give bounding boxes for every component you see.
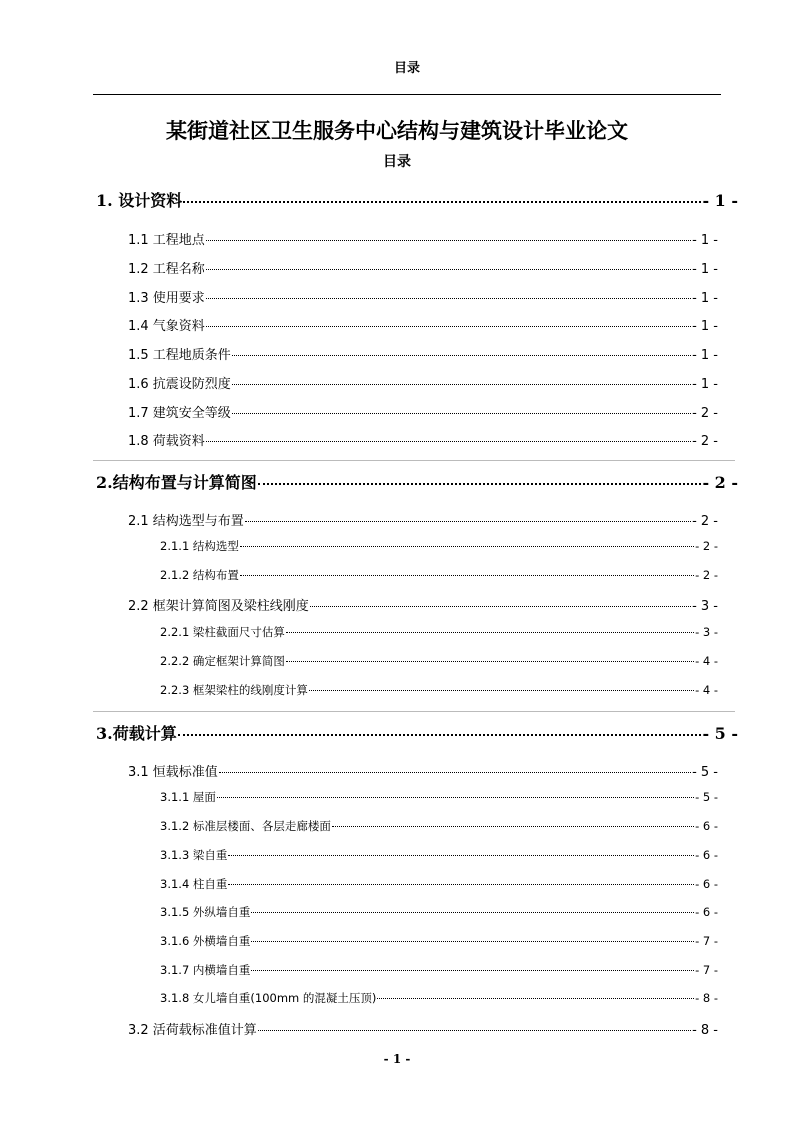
dot-leader [206, 298, 691, 299]
toc-entry-label: 3.1.6 外横墙自重 [160, 934, 251, 948]
toc-entry-level-2[interactable] [128, 258, 718, 277]
toc-entry-level-3[interactable] [160, 567, 718, 583]
toc-entry-page: - 5 - [695, 790, 718, 804]
dot-leader [258, 483, 702, 485]
toc-entry-level-2[interactable] [128, 1019, 718, 1038]
toc-entry-page: - 1 - [692, 291, 718, 306]
dot-leader [219, 772, 691, 773]
dot-leader [206, 326, 691, 327]
dot-leader [309, 690, 694, 691]
section-separator [93, 711, 735, 712]
toc-entry-page: - 2 - [692, 406, 718, 421]
toc-entry-page: - 1 - [692, 233, 718, 248]
toc-entry-level-2[interactable] [128, 344, 718, 363]
toc-entry-label: 1.6 抗震设防烈度 [128, 377, 231, 392]
dot-leader [232, 413, 691, 414]
dot-leader [251, 941, 694, 942]
dot-leader [258, 1030, 691, 1031]
toc-entry-label: 2.2.3 框架梁柱的线刚度计算 [160, 683, 308, 697]
document-title: 某街道社区卫生服务中心结构与建筑设计毕业论文 [166, 118, 628, 143]
toc-entry-page: - 4 - [695, 654, 718, 668]
toc-entry-level-3[interactable] [160, 818, 718, 834]
toc-entry-page: - 7 - [695, 934, 718, 948]
toc-entry-label: 3.1 恒载标准值 [128, 765, 218, 780]
toc-entry-label: 3.1.2 标准层楼面、各层走廊楼面 [160, 819, 331, 833]
toc-entry-level-3[interactable] [160, 682, 718, 698]
toc-entry-level-3[interactable] [160, 933, 718, 949]
toc-entry-page: - 2 - [695, 568, 718, 582]
toc-entry-page: - 2 - [692, 434, 718, 449]
toc-entry-level-2[interactable] [128, 229, 718, 248]
toc-entry-page: - 6 - [695, 877, 718, 891]
dot-leader [240, 575, 694, 576]
toc-entry-page: - 4 - [695, 683, 718, 697]
dot-leader [245, 521, 691, 522]
toc-entry-level-3[interactable] [160, 847, 718, 863]
toc-entry-label: 2.1 结构选型与布置 [128, 514, 244, 529]
toc-entry-page: - 2 - [695, 539, 718, 553]
toc-entry-level-3[interactable] [160, 904, 718, 920]
dot-leader [206, 441, 691, 442]
toc-entry-level-3[interactable] [160, 990, 718, 1006]
dot-leader [332, 826, 694, 827]
page-number-footer: - 1 - [383, 1052, 411, 1066]
toc-entry-label: 2.2.2 确定框架计算简图 [160, 654, 285, 668]
dot-leader [232, 355, 691, 356]
toc-entry-page: - 3 - [695, 625, 718, 639]
toc-entry-label: 1.4 气象资料 [128, 319, 205, 334]
toc-entry-page: - 6 - [695, 848, 718, 862]
dot-leader [206, 269, 691, 270]
toc-entry-label: 1.3 使用要求 [128, 291, 205, 306]
toc-entry-page: - 1 - [702, 191, 738, 210]
toc-entry-level-2[interactable] [128, 595, 718, 614]
dot-leader [286, 632, 694, 633]
toc-entry-level-1[interactable] [96, 721, 738, 744]
toc-entry-level-2[interactable] [128, 761, 718, 780]
dot-leader [240, 546, 694, 547]
toc-entry-label: 2.1.1 结构选型 [160, 539, 239, 553]
toc-entry-level-2[interactable] [128, 510, 718, 529]
toc-entry-label: 3.1.5 外纵墙自重 [160, 905, 251, 919]
toc-entry-page: - 7 - [695, 963, 718, 977]
toc-entry-page: - 1 - [692, 377, 718, 392]
toc-entry-page: - 2 - [702, 473, 738, 492]
toc-entry-label: 1.1 工程地点 [128, 233, 205, 248]
dot-leader [377, 998, 694, 999]
toc-entry-page: - 1 - [692, 319, 718, 334]
toc-entry-level-3[interactable] [160, 876, 718, 892]
dot-leader [232, 384, 691, 385]
header-rule [93, 94, 721, 95]
toc-entry-label: 2.2.1 梁柱截面尺寸估算 [160, 625, 285, 639]
toc-entry-label: 3.1.8 女儿墙自重(100mm 的混凝土压顶) [160, 991, 377, 1005]
toc-entry-level-3[interactable] [160, 653, 718, 669]
dot-leader [286, 661, 694, 662]
toc-entry-level-2[interactable] [128, 315, 718, 334]
toc-entry-label: 1. 设计资料 [96, 191, 183, 210]
toc-entry-page: - 3 - [692, 599, 718, 614]
dot-leader [251, 912, 694, 913]
toc-entry-level-2[interactable] [128, 402, 718, 421]
toc-entry-page: - 5 - [692, 765, 718, 780]
dot-leader [183, 201, 701, 203]
toc-entry-page: - 8 - [692, 1023, 718, 1038]
toc-entry-level-3[interactable] [160, 624, 718, 640]
toc-entry-label: 3.1.3 梁自重 [160, 848, 228, 862]
section-separator [93, 460, 735, 461]
toc-entry-label: 1.8 荷载资料 [128, 434, 205, 449]
toc-entry-level-3[interactable] [160, 962, 718, 978]
toc-entry-level-1[interactable] [96, 188, 738, 211]
dot-leader [228, 884, 694, 885]
toc-entry-level-2[interactable] [128, 430, 718, 449]
page-header: 目录 [393, 61, 420, 76]
toc-entry-level-1[interactable] [96, 470, 738, 493]
dot-leader [310, 606, 691, 607]
toc-entry-page: - 5 - [702, 724, 738, 743]
toc-entry-level-2[interactable] [128, 287, 718, 306]
toc-entry-level-2[interactable] [128, 373, 718, 392]
toc-entry-label: 2.结构布置与计算简图 [96, 473, 257, 492]
toc-entry-page: - 6 - [695, 905, 718, 919]
dot-leader [206, 240, 691, 241]
toc-entry-label: 3.1.4 柱自重 [160, 877, 228, 891]
toc-entry-label: 1.5 工程地质条件 [128, 348, 231, 363]
toc-heading: 目录 [383, 154, 411, 170]
toc-entry-label: 3.1.7 内横墙自重 [160, 963, 251, 977]
toc-entry-page: - 6 - [695, 819, 718, 833]
toc-entry-label: 3.2 活荷载标准值计算 [128, 1023, 257, 1038]
toc-entry-page: - 1 - [692, 262, 718, 277]
toc-entry-label: 2.1.2 结构布置 [160, 568, 239, 582]
toc-entry-page: - 8 - [695, 991, 718, 1005]
toc-entry-label: 3.荷载计算 [96, 724, 177, 743]
toc-entry-label: 1.2 工程名称 [128, 262, 205, 277]
dot-leader [217, 797, 694, 798]
toc-entry-level-3[interactable] [160, 538, 718, 554]
dot-leader [228, 855, 694, 856]
toc-entry-label: 2.2 框架计算简图及梁柱线刚度 [128, 599, 309, 614]
dot-leader [251, 970, 694, 971]
toc-entry-label: 1.7 建筑安全等级 [128, 406, 231, 421]
toc-entry-page: - 1 - [692, 348, 718, 363]
toc-entry-level-3[interactable] [160, 789, 718, 805]
toc-entry-page: - 2 - [692, 514, 718, 529]
dot-leader [178, 734, 702, 736]
toc-entry-label: 3.1.1 屋面 [160, 790, 216, 804]
